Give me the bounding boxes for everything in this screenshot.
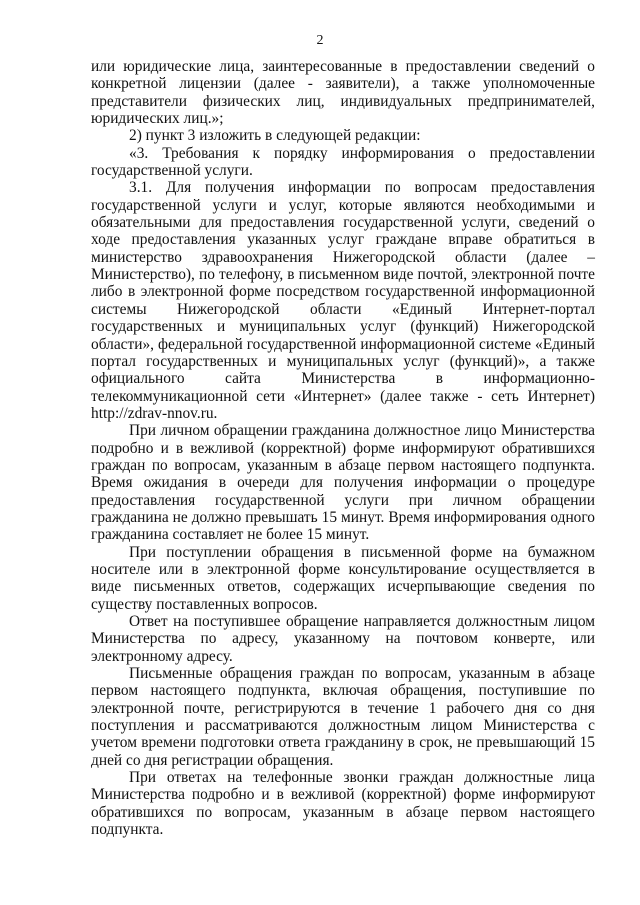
paragraph-applicants-definition: или юридические лица, заинтересованные в предоставлении сведений о конкретной лицензии (далее - заявители), а также уполномоченные представители физических лиц, индивидуальных предпринимателей, юридических лиц.»; [91, 58, 595, 128]
paragraph-phone-calls: При ответах на телефонные звонки граждан должностные лица Министерства подробно и в вежливой (корректной) форме информируют обратившихся по вопросам, указанным в абзаце первом настоящего подпункта. [91, 769, 595, 839]
paragraph-personal-appeal: При личном обращении гражданина должностное лицо Министерства подробно и в вежливой (корректной) форме информируют обратившихся граждан по вопросам, указанным в абзаце первом настоящего подпункта. Время ожидания в очереди для получения информации о процедуре предоставления государственной услуги при личном обращении гражданина не должно превышать 15 минут. Время информирования одного гражданина составляет не более 15 минут. [91, 422, 595, 544]
paragraph-registration-terms: Письменные обращения граждан по вопросам, указанным в абзаце первом настоящего подпункта, включая обращения, поступившие по электронной почте, регистрируются в течение 1 рабочего дня со дня поступления и рассматриваются должностным лицом Министерства с учетом времени подготовки ответа гражданину в срок, не превышающий 15 дней со дня регистрации обращения. [91, 665, 595, 769]
paragraph-written-appeal: При поступлении обращения в письменной форме на бумажном носителе или в электронной форме консультирование осуществляется в виде письменных ответов, содержащих исчерпывающие сведения по существу поставленных вопросов. [91, 543, 595, 613]
paragraph-amendment-item-2: 2) пункт 3 изложить в следующей редакции: [129, 127, 421, 145]
paragraph-response-address: Ответ на поступившее обращение направляется должностным лицом Министерства по адресу, указанному на почтовом конверте, или электронному адресу. [91, 613, 595, 665]
paragraph-section-3-heading: «3. Требования к порядку информирования о предоставлении государственной услуги. [91, 144, 595, 180]
document-body [91, 58, 595, 838]
page-number: 2 [316, 33, 324, 48]
paragraph-clause-3-1: 3.1. Для получения информации по вопросам предоставления государственной услуги и услуг, которые являются необходимыми и обязательными для предоставления государственной услуги, сведений о ходе предоставления указанных услуг граждане вправе обратиться в министерство здравоохранения Нижегородской области (далее – Министерство), по телефону, в письменном виде почтой, электронной почте либо в электронной форме посредством государственной информационной системы Нижегородской области «Единый Интернет-портал государственных и муниципальных услуг (функций) Нижегородской области», федеральной государственной информационной системе «Единый портал государственных и муниципальных услуг (функций)», а также официального сайта Министерства в информационно-телекоммуникационной сети «Интернет» (далее также - сеть Интернет) http://zdrav-nnov.ru. [91, 179, 595, 422]
